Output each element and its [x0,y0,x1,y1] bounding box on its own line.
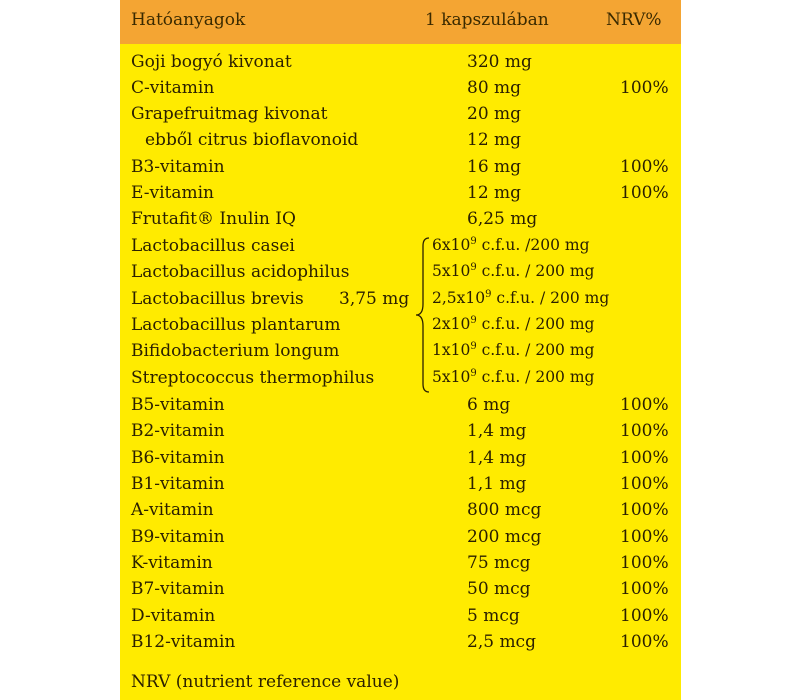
ingredient-amount: 800 mcg [467,500,542,520]
ingredient-amount: 80 mg [467,78,522,98]
table-row [120,104,681,130]
bacteria-row [120,315,681,341]
footer-note: NRV (nutrient reference value) [131,672,400,692]
ingredient-amount: 5 mcg [467,606,520,626]
ingredient-name: B3-vitamin [131,157,225,177]
ingredient-nrv: 100% [620,78,669,98]
header-per-capsule: 1 kapszulában [425,10,549,30]
table-row [120,421,681,447]
bacteria-name: Lactobacillus acidophilus [131,262,350,282]
bacteria-amount: $1x10^9$ c.f.u. / 200 mg [432,341,595,360]
ingredient-nrv: 100% [620,527,669,547]
table-row [120,527,681,553]
ingredient-nrv: 100% [620,500,669,520]
bacteria-amount: $6x10^9$ c.f.u. /200 mg [432,236,590,255]
table-row [120,395,681,421]
ingredient-name: B12-vitamin [131,632,236,652]
header-ingredients: Hatóanyagok [131,10,246,30]
table-row [120,579,681,605]
table-row [120,78,681,104]
table-row [120,209,681,235]
bacteria-amount: $5x10^9$ c.f.u. / 200 mg [432,368,595,387]
bacteria-name: Streptococcus thermophilus [131,368,375,388]
ingredients-table [120,0,681,700]
bacteria-row [120,262,681,288]
bacteria-row [120,368,681,394]
table-row [120,52,681,78]
ingredient-name: B5-vitamin [131,395,225,415]
table-row [120,448,681,474]
ingredient-nrv: 100% [620,553,669,573]
ingredient-name: K-vitamin [131,553,213,573]
table-row [120,553,681,579]
ingredient-name: ebből citrus bioflavonoid [145,130,359,150]
table-row [120,632,681,658]
bacteria-row [120,236,681,262]
ingredient-amount: 12 mg [467,130,522,150]
bacteria-row [120,341,681,367]
ingredient-amount: 16 mg [467,157,522,177]
ingredient-nrv: 100% [620,448,669,468]
ingredient-amount: 6,25 mg [467,209,538,229]
ingredient-amount: 20 mg [467,104,522,124]
curly-brace [413,236,433,394]
table-row [120,130,681,156]
ingredient-amount: 1,1 mg [467,474,527,494]
ingredient-name: B2-vitamin [131,421,225,441]
table-row [120,474,681,500]
bacteria-name: Lactobacillus plantarum [131,315,341,335]
ingredient-amount: 1,4 mg [467,421,527,441]
bacteria-amount: $2x10^9$ c.f.u. / 200 mg [432,315,595,334]
ingredient-name: B9-vitamin [131,527,225,547]
ingredient-amount: 1,4 mg [467,448,527,468]
ingredient-amount: 12 mg [467,183,522,203]
ingredient-amount: 75 mcg [467,553,531,573]
table-row [120,183,681,209]
table-row [120,500,681,526]
ingredient-nrv: 100% [620,157,669,177]
bacteria-name: Bifidobacterium longum [131,341,340,361]
ingredient-name: B6-vitamin [131,448,225,468]
ingredient-name: C-vitamin [131,78,215,98]
ingredient-name: B7-vitamin [131,579,225,599]
table-row [120,606,681,632]
ingredient-name: A-vitamin [131,500,214,520]
ingredient-amount: 50 mcg [467,579,531,599]
bacteria-shared-amount: 3,75 mg [339,289,410,309]
ingredient-name: Frutafit® Inulin IQ [131,209,296,229]
ingredient-nrv: 100% [620,632,669,652]
ingredient-amount: 2,5 mcg [467,632,536,652]
table-row [120,157,681,183]
ingredient-nrv: 100% [620,474,669,494]
bacteria-name: Lactobacillus casei [131,236,295,256]
ingredient-nrv: 100% [620,579,669,599]
ingredient-name: D-vitamin [131,606,216,626]
ingredient-name: B1-vitamin [131,474,225,494]
bacteria-amount: $5x10^9$ c.f.u. / 200 mg [432,262,595,281]
ingredient-name: E-vitamin [131,183,214,203]
bacteria-amount: $2,5x10^9$ c.f.u. / 200 mg [432,289,610,308]
bacteria-name: Lactobacillus brevis [131,289,304,309]
ingredient-name: Goji bogyó kivonat [131,52,292,72]
ingredient-name: Grapefruitmag kivonat [131,104,328,124]
ingredient-amount: 200 mcg [467,527,542,547]
ingredient-nrv: 100% [620,421,669,441]
ingredient-nrv: 100% [620,183,669,203]
ingredient-nrv: 100% [620,395,669,415]
header-nrv: NRV% [606,10,662,30]
table-header [120,0,681,44]
ingredient-amount: 6 mg [467,395,511,415]
ingredient-nrv: 100% [620,606,669,626]
ingredient-amount: 320 mg [467,52,532,72]
